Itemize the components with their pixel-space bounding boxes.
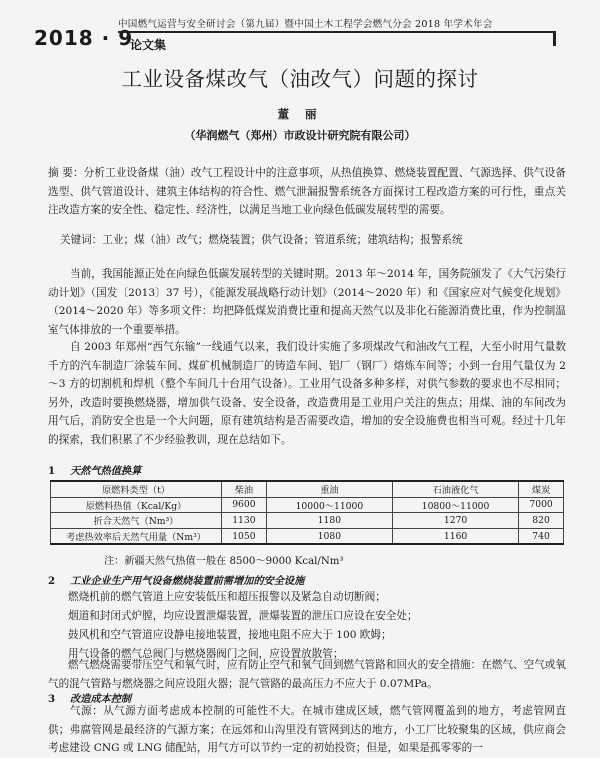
intro-paragraph-1: 当前，我国能源正处在向绿色低碳发展转型的关键时期。2013 年～2014 年，国务院颁发了《大气污染行动计划》（国发〔2013〕37 号），《能源发展战略行动计划》（2014～2020 年）和《国家应对气候变化规划》（2014～2020 年）等多项文件：均把降低煤炭消费比重和提高天然气以及非化石能源消费比重，作为控制温室气体排放的一个重要举措。: [48, 268, 566, 336]
list-item: 燃烧机前的燃气管道上应安装低压和超压报警以及紧急自动切断阀；: [68, 591, 386, 603]
table-cell: 1080: [266, 528, 392, 544]
keywords: 关键词：工业；煤（油）改气；燃烧装置；供气设备；管道系统；建筑结构；报警系统: [60, 234, 463, 246]
abstract: 摘 要：分析工业设备煤（油）改气工程设计中的注意事项，从热值换算、燃烧装置配置、气源选择、供气设备选型、供气管道设计、建筑主体结构的符合性、燃气泄漏报警系统各方面探讨工程改造方案的可行性，重点关注改造方案的安全性、稳定性、经济性，以满足当地工业向绿色低碳发展转型的需要。: [48, 167, 566, 217]
table-row: [51, 513, 564, 529]
section-number: 1: [48, 465, 56, 477]
list-item: 用气设备的燃气总阀门与燃烧器阀门之间，应设置放散管；: [68, 648, 344, 660]
section-title: 工业企业生产用气设备燃烧装置前需增加的安全设施: [70, 575, 305, 587]
section-2-heading: [48, 572, 304, 587]
table-row: [51, 528, 564, 544]
table-cell: 9600: [222, 497, 267, 513]
author: 董 丽: [277, 107, 323, 121]
table-header-cell: 重油: [266, 481, 392, 497]
table-header-cell: 柴油: [222, 481, 267, 497]
list-item: 燃气燃烧需要带压空气和氧气时，应有防止空气和氧气回到燃气管路和回火的安全措施：在燃气、空气或氧气的混气管路与燃烧器之间应设阻火器；混气管路的最高压力不应大于 0.07MPa。: [48, 659, 566, 690]
table-row: [51, 497, 564, 513]
section-number: 2: [48, 575, 56, 587]
header-rule-mark: [553, 31, 556, 46]
table-header-cell: 石油液化气: [392, 481, 518, 497]
section-title: 天然气热值换算: [70, 465, 142, 477]
section-title: 改造成本控制: [70, 693, 132, 705]
table-cell: 820: [519, 513, 564, 529]
table-note: 注：新疆天然气热值一般在 8500～9000 Kcal/Nm³: [104, 556, 344, 567]
running-header-column: 论文集: [130, 38, 167, 52]
paper-title: 工业设备煤改气（油改气）问题的探讨: [121, 67, 479, 91]
table-cell: 10000～11000: [266, 497, 392, 513]
table-cell: 7000: [519, 497, 564, 513]
table-cell: 1160: [392, 528, 518, 544]
table-cell: 1270: [392, 513, 518, 529]
header-rule: [118, 31, 553, 33]
running-header-year: 2018 · 9: [34, 26, 134, 50]
table-cell: 1130: [222, 513, 267, 529]
table-cell: 原燃料热值（Kcal/Kg）: [51, 497, 222, 513]
section-3-paragraph: 气源：从气源方面考虑成本控制的可能性不大。在城市建成区域，燃气管网覆盖到的地方，考虑管网直供；弗腐管网是最经济的气源方案；在远郊和山沟里没有管网到达的地方，小工厂比较聚集的区域，供应商会考虑建设 CNG 或 LNG 储配站，用气方可以节约一定的初始投资；但是，如果是孤零零的一: [48, 705, 566, 755]
affiliation: （华润燃气（郑州）市政设计研究院有限公司）: [184, 129, 416, 142]
running-header-series: 中国燃气运营与安全研讨会（第九届）暨中国土木工程学会燃气分会 2018 年学术年会: [118, 19, 493, 30]
table-header-cell: 原燃料类型（t）: [51, 481, 222, 497]
heat-value-table: [50, 480, 564, 545]
list-item: 鼓风机和空气管道应设静电接地装置，接地电阻不应大于 100 欧姆；: [68, 629, 392, 641]
section-1-heading: [48, 462, 141, 477]
table-header-row: [51, 481, 564, 497]
table-cell: 740: [519, 528, 564, 544]
table-cell: 10800～11000: [392, 497, 518, 513]
table-cell: 考虑热效率后天然气用量（Nm³）: [51, 528, 222, 544]
section-number: 3: [48, 693, 56, 705]
table-cell: 折合天然气（Nm³）: [51, 513, 222, 529]
list-item: 烟道和封闭式炉膛，均应设置泄爆装置，泄爆装置的泄压口应设在安全处；: [68, 610, 418, 622]
table-cell: 1050: [222, 528, 267, 544]
table-cell: 1180: [266, 513, 392, 529]
intro-paragraph-2: 自 2003 年郑州“西气东输”一线通气以来，我们设计实施了多项煤改气和油改气工程，大至小时用气量数千方的汽车制造厂涂装车间、煤矿机械制造厂的铸造车间、铝厂（钢厂）熔炼车间等；小到一台用气量仅为 2～3 方的切割机和焊机（整个车间几十台用气设备）。工业用气设备多种多样，对供气参数的要求也不尽相同；另外，改造时要换燃烧器，增加供气设备、安全设备，改造费用是工业用户关注的焦点；用煤、油的车间改为用气后，消防安全也是一个大问题，原有建筑结构是否需要改造，增加的安全设施费也相当可观。经过十几年的探索，我们积累了不少经验教训，现在总结如下。: [48, 341, 566, 446]
table-header-cell: 煤炭: [519, 481, 564, 497]
